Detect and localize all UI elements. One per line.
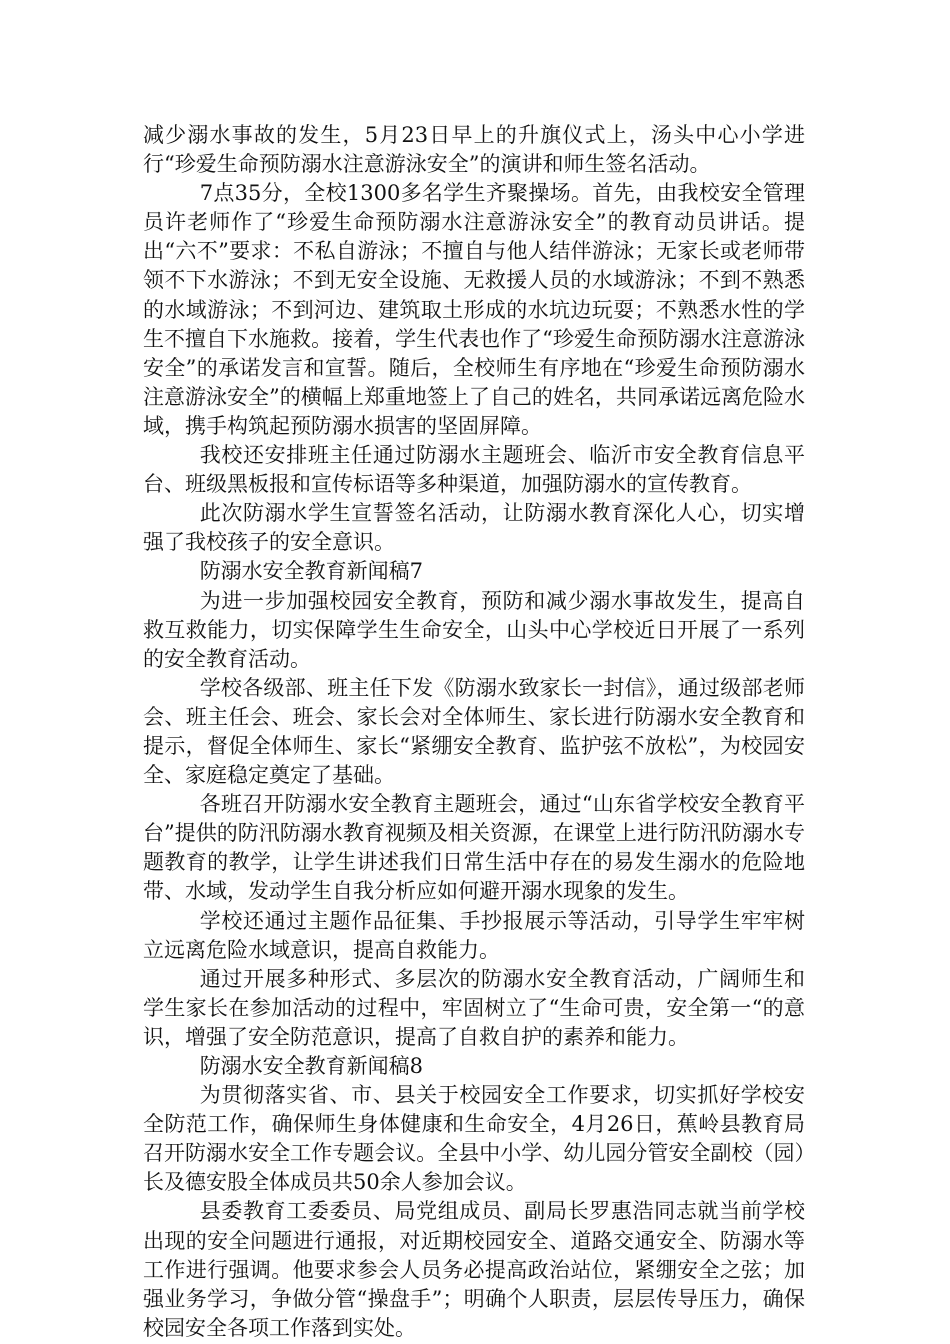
paragraph-2: 7点35分，全校1300多名学生齐聚操场。首先，由我校安全管理员许老师作了“珍爱生命预防溺水注意游泳安全”的教育动员讲话。提出“六不”要求：不私自游泳；不擅自与他人结伴游泳；无家长或老师带领不下水游泳；不到无安全设施、无救援人员的水域游泳；不到不熟悉的水域游泳；不到河边、建筑取土形成的水坑边玩耍；不熟悉水性的学生不擅自下水施救。接着，学生代表也作了“珍爱生命预防溺水注意游泳安全”的承诺发言和宣誓。随后，全校师生有序地在“珍爱生命预防溺水注意游泳安全”的横幅上郑重地签上了自己的姓名，共同承诺远离危险水域，携手构筑起预防溺水损害的坚固屏障。	[143, 181, 805, 438]
paragraph-9: 通过开展多种形式、多层次的防溺水安全教育活动，广阔师生和学生家长在参加活动的过程中，牢固树立了“生命可贵，安全第一“的意识，增强了安全防范意识，提高了自救自护的素养和能力。	[143, 966, 805, 1049]
document-page	[143, 121, 805, 1343]
section-heading-8: 防溺水安全教育新闻稿8	[199, 1054, 424, 1078]
paragraph-5: 为进一步加强校园安全教育，预防和减少溺水事故发生，提高自救互救能力，切实保障学生生命安全，山头中心学校近日开展了一系列的安全教育活动。	[143, 588, 805, 671]
paragraph-1: 减少溺水事故的发生，5月23日早上的升旗仪式上，汤头中心小学进行“珍爱生命预防溺水注意游泳安全”的演讲和师生签名活动。	[143, 123, 805, 177]
paragraph-4: 此次防溺水学生宣誓签名活动，让防溺水教育深化人心，切实增强了我校孩子的安全意识。	[143, 501, 805, 555]
paragraph-3: 我校还安排班主任通过防溺水主题班会、临沂市安全教育信息平台、班级黑板报和宣传标语等多种渠道，加强防溺水的宣传教育。	[143, 443, 805, 497]
paragraph-7: 各班召开防溺水安全教育主题班会，通过“山东省学校安全教育平台”提供的防汛防溺水教育视频及相关资源，在课堂上进行防汛防溺水专题教育的教学，让学生讲述我们日常生活中存在的易发生溺水的危险地带、水域，发动学生自我分析应如何避开溺水现象的发生。	[143, 792, 805, 904]
paragraph-10: 为贯彻落实省、市、县关于校园安全工作要求，切实抓好学校安全防范工作，确保师生身体健康和生命安全，4月26日，蕉岭县教育局召开防溺水安全工作专题会议。全县中小学、幼儿园分管安全副校（园）长及德安股全体成员共50余人参加会议。	[143, 1083, 805, 1195]
paragraph-8: 学校还通过主题作品征集、手抄报展示等活动，引导学生牢牢树立远离危险水域意识，提高自救能力。	[143, 908, 805, 962]
section-heading-7: 防溺水安全教育新闻稿7	[199, 559, 424, 584]
paragraph-11: 县委教育工委委员、局党组成员、副局长罗惠浩同志就当前学校出现的安全问题进行通报，对近期校园安全、道路交通安全、防溺水等工作进行强调。他要求参会人员务必提高政治站位，紧绷安全之弦；加强业务学习，争做分管“操盘手”；明确个人职责，层层传导压力，确保校园安全各项工作落到实处。	[143, 1199, 805, 1340]
paragraph-6: 学校各级部、班主任下发《防溺水致家长一封信》，通过级部老师会、班主任会、班会、家长会对全体师生、家长进行防溺水安全教育和提示，督促全体师生、家长“紧绷安全教育、监护弦不放松”，为校园安全、家庭稳定奠定了基础。	[143, 675, 805, 788]
